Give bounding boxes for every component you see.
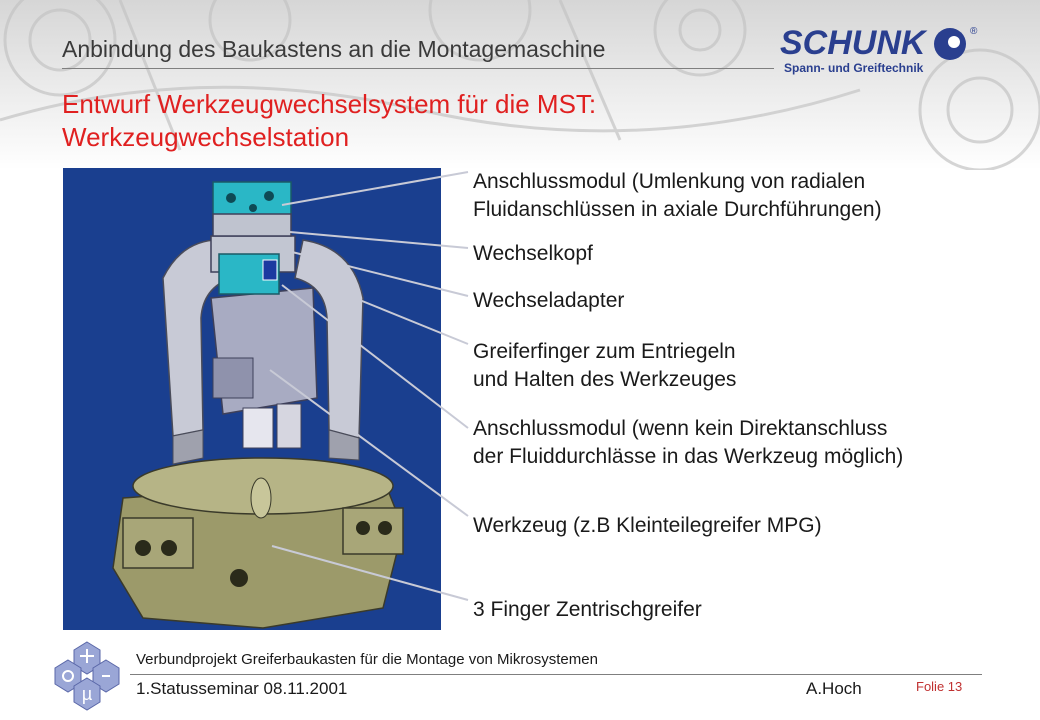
label-anschlussmodul-bottom <box>473 415 903 471</box>
main-title <box>62 88 596 154</box>
project-logo-symbol: µ <box>81 684 93 704</box>
label-anschlussmodul-bottom-line1: Anschlussmodul (wenn kein Direktanschluss <box>473 417 888 440</box>
label-greiferfinger-line2: und Halten des Werkzeuges <box>473 368 737 391</box>
label-greiferfinger <box>473 338 736 394</box>
label-zentrischgreifer: 3 Finger Zentrischgreifer <box>473 598 702 621</box>
footer-project: Verbundprojekt Greiferbaukasten für die Montage von Mikrosystemen <box>136 651 598 668</box>
label-anschlussmodul-top <box>473 168 882 224</box>
logo-registered-mark: ® <box>970 26 978 37</box>
footer-seminar: 1.Statusseminar 08.11.2001 <box>136 679 348 698</box>
project-logo <box>50 638 124 714</box>
label-anschlussmodul-bottom-line2: der Fluiddurchlässe in das Werkzeug möglich) <box>473 445 904 468</box>
label-greiferfinger-line1: Greiferfinger zum Entriegeln <box>473 340 736 363</box>
header-title: Anbindung des Baukastens an die Montagemaschine <box>62 36 606 62</box>
label-anschlussmodul-top-line1: Anschlussmodul (Umlenkung von radialen <box>473 170 866 193</box>
label-wechselkopf: Wechselkopf <box>473 242 593 265</box>
header-divider <box>62 68 774 69</box>
footer-author: A.Hoch <box>806 679 862 698</box>
logo-brand: SCHUNK <box>780 24 926 62</box>
label-anschlussmodul-top-line2: Fluidanschlüssen in axiale Durchführungen) <box>473 198 882 221</box>
footer-slide-number: Folie 13 <box>916 679 963 694</box>
tool-change-station-image <box>63 168 441 630</box>
main-title-line2: Werkzeugwechselstation <box>62 122 350 152</box>
label-werkzeug: Werkzeug (z.B Kleinteilegreifer MPG) <box>473 514 822 537</box>
footer-divider <box>130 674 982 675</box>
label-wechseladapter: Wechseladapter <box>473 289 625 312</box>
main-title-line1: Entwurf Werkzeugwechselsystem für die MST: <box>62 89 597 119</box>
logo-tagline: Spann- und Greiftechnik <box>784 61 924 75</box>
schunk-logo <box>778 22 988 80</box>
